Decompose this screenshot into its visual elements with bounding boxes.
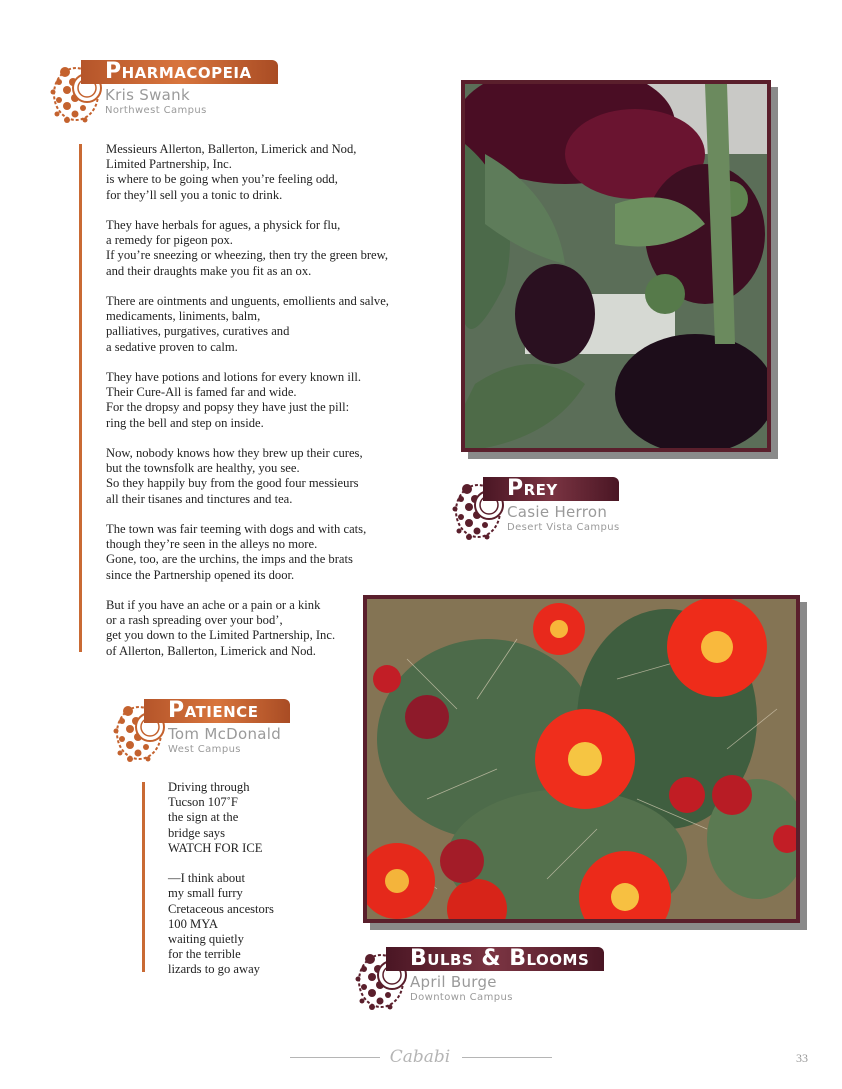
poem-pharmacopeia: [106, 142, 389, 674]
stanza: [106, 446, 389, 507]
poem-patience: [168, 780, 274, 993]
poem-line: bridge says: [168, 825, 226, 840]
stanza: [168, 780, 274, 856]
poem-line: Driving through: [168, 780, 250, 794]
poem-rule: [79, 144, 82, 652]
page-number: 33: [796, 1051, 808, 1065]
poem-line: since the Partnership opened its door.: [106, 567, 295, 582]
prey-header: [447, 477, 647, 539]
author-name: Kris Swank: [105, 86, 190, 104]
poem-line: Gone, too, are the urchins, the imps and the brats: [106, 552, 353, 567]
poem-line: WATCH FOR ICE: [168, 840, 263, 855]
stanza: [106, 598, 389, 659]
poem-line: waiting quietly: [168, 932, 244, 947]
poem-line: If you’re sneezing or wheezing, then try the green brew,: [106, 248, 389, 263]
poem-line: is where to be going when you’re feeling odd,: [106, 172, 338, 187]
campus-name: Desert Vista Campus: [507, 522, 620, 533]
poem-line: For the dropsy and popsy they have just the pill:: [106, 400, 350, 415]
poem-line: 100 MYA: [168, 916, 219, 931]
entry-title: Patience: [144, 699, 290, 723]
stanza: [106, 522, 389, 583]
poem-line: ring the bell and step on inside.: [106, 415, 264, 430]
footer-logo: Cababi: [389, 1047, 451, 1067]
stanza: [106, 370, 389, 431]
poem-line: and their draughts make you fit as an ox.: [106, 263, 312, 278]
bulbs-header: [350, 947, 620, 1009]
poem-line: or a rash spreading over your bod’,: [106, 613, 283, 628]
cactus-image: [367, 599, 796, 919]
photo-cactus: [363, 595, 800, 923]
poem-line: So they happily buy from the good four messieurs: [106, 476, 359, 491]
poem-line: Their Cure-All is famed far and wide.: [106, 385, 297, 400]
hollyhock-image: [465, 84, 767, 448]
entry-title: Prey: [483, 477, 619, 501]
pharmacopeia-header: [45, 60, 285, 122]
stanza: [106, 218, 389, 279]
poem-line: for they’ll sell you a tonic to drink.: [106, 187, 283, 202]
poem-line: the sign at the: [168, 810, 239, 825]
campus-name: Northwest Campus: [105, 105, 207, 116]
poem-line: a sedative proven to calm.: [106, 339, 238, 354]
poem-line: —I think about: [168, 871, 245, 886]
footer-divider-left: [290, 1057, 380, 1058]
poem-line: Cretaceous ancestors: [168, 901, 274, 916]
poem-line: but the townsfolk are healthy, you see.: [106, 461, 300, 476]
poem-line: for the terrible: [168, 947, 241, 962]
entry-title: Pharmacopeia: [81, 60, 278, 84]
stanza: [106, 142, 389, 203]
patience-header: [108, 699, 308, 761]
poem-line: my small furry: [168, 886, 243, 901]
entry-title: Bulbs & Blooms: [386, 947, 604, 971]
footer-divider-right: [462, 1057, 552, 1058]
poem-line: of Allerton, Ballerton, Limerick and Nod.: [106, 643, 316, 658]
poem-line: medicaments, liniments, balm,: [106, 309, 261, 324]
poem-line: But if you have an ache or a pain or a kink: [106, 598, 321, 612]
poem-line: Tucson 107˚F: [168, 795, 238, 810]
stanza: [168, 871, 274, 977]
photo-hollyhocks: [461, 80, 771, 452]
poem-line: There are ointments and unguents, emollients and salve,: [106, 294, 389, 308]
author-name: Tom McDonald: [168, 725, 282, 743]
poem-line: The town was fair teeming with dogs and with cats,: [106, 522, 367, 536]
poem-line: Messieurs Allerton, Ballerton, Limerick and Nod,: [106, 142, 357, 156]
author-name: Casie Herron: [507, 503, 608, 521]
poem-line: a remedy for pigeon pox.: [106, 233, 233, 248]
poem-line: all their tisanes and tinctures and tea.: [106, 491, 293, 506]
poem-line: Now, nobody knows how they brew up their cures,: [106, 446, 363, 460]
poem-line: They have herbals for agues, a physick for flu,: [106, 218, 341, 232]
poem-line: lizards to go away: [168, 962, 260, 977]
poem-line: get you down to the Limited Partnership, Inc.: [106, 628, 336, 643]
poem-rule: [142, 782, 145, 972]
campus-name: West Campus: [168, 744, 241, 755]
poem-line: though they’re seen in the alleys no more.: [106, 537, 318, 552]
campus-name: Downtown Campus: [410, 992, 513, 1003]
poem-line: palliatives, purgatives, curatives and: [106, 324, 290, 339]
poem-line: Limited Partnership, Inc.: [106, 157, 232, 172]
stanza: [106, 294, 389, 355]
poem-line: They have potions and lotions for every known ill.: [106, 370, 361, 384]
author-name: April Burge: [410, 973, 497, 991]
